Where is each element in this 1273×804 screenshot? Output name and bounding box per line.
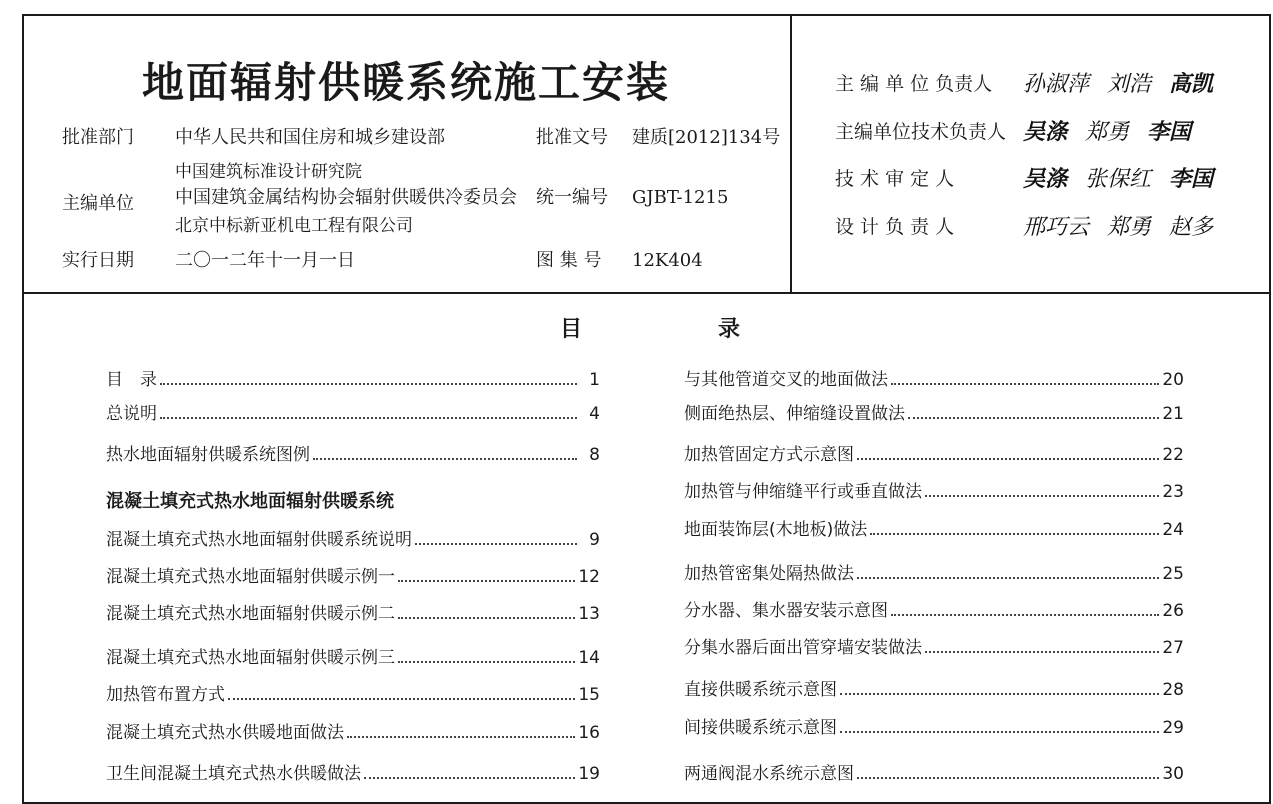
toc-leader-dots [925, 494, 1159, 497]
toc-leader-dots [228, 697, 575, 700]
toc-leader-dots [840, 692, 1159, 695]
toc-leader-dots [364, 776, 575, 779]
toc-page-number: 21 [1162, 404, 1184, 424]
header-divider-vertical [790, 14, 792, 293]
approval-doc-label: 批准文号 [536, 127, 608, 148]
toc-page-number: 28 [1162, 680, 1184, 700]
toc-leader-dots [415, 542, 577, 545]
handwritten-signature: 郑勇 [1085, 119, 1130, 145]
handwritten-signature: 李国 [1169, 165, 1214, 192]
toc-page-number: 27 [1162, 638, 1184, 658]
toc-entry-label: 直接供暖系统示意图 [684, 680, 837, 700]
date-value: 二〇一二年十一月一日 [175, 250, 355, 271]
toc-entry[interactable] [106, 522, 600, 550]
editor-line-1: 中国建筑标准设计研究院 [175, 162, 362, 182]
atlas-title: 地面辐射供暖系统施工安装 [141, 58, 670, 107]
toc-section-heading: 混凝土填充式热水地面辐射供暖系统 [106, 491, 394, 512]
signature-role-label: 主编单位技术负责人 [835, 120, 1007, 143]
handwritten-signature: 吴涤 [1023, 118, 1068, 145]
toc-leader-dots [857, 457, 1159, 460]
atlas-no-value: 12K404 [632, 250, 703, 271]
toc-entry-label: 热水地面辐射供暖系统图例 [106, 445, 310, 465]
toc-entry[interactable] [106, 396, 600, 424]
editor-label: 主编单位 [62, 193, 134, 214]
handwritten-signature: 李国 [1147, 118, 1192, 145]
handwritten-signature: 张保红 [1085, 166, 1152, 192]
handwritten-signature: 邢巧云 [1023, 214, 1090, 240]
toc-entry-label: 分水器、集水器安装示意图 [684, 601, 888, 621]
signature-row [835, 205, 1231, 245]
signature-row [835, 62, 1231, 102]
toc-entry-label: 卫生间混凝土填充式热水供暖做法 [106, 764, 361, 784]
editor-line-3: 北京中标新亚机电工程有限公司 [175, 216, 413, 236]
toc-page-number: 24 [1162, 520, 1184, 540]
toc-page-number: 25 [1162, 564, 1184, 584]
toc-leader-dots [891, 613, 1159, 616]
toc-entry[interactable] [684, 756, 1184, 784]
toc-entry-label: 加热管固定方式示意图 [684, 445, 854, 465]
toc-leader-dots [160, 382, 577, 385]
toc-leader-dots [160, 416, 577, 419]
toc-entry[interactable] [684, 630, 1184, 658]
toc-entry-label: 分集水器后面出管穿墙安装做法 [684, 638, 922, 658]
toc-entry-label: 混凝土填充式热水供暖地面做法 [106, 723, 344, 743]
toc-title-right: 录 [717, 316, 740, 342]
toc-leader-dots [857, 776, 1159, 779]
handwritten-signature: 郑勇 [1107, 214, 1152, 240]
toc-page-number: 19 [578, 764, 600, 784]
toc-entry[interactable] [684, 437, 1184, 465]
toc-entry-label: 总说明 [106, 404, 157, 424]
toc-page-number: 12 [578, 567, 600, 587]
approval-doc-value: 建质[2012]134号 [632, 127, 781, 148]
handwritten-signature: 孙淑萍 [1023, 71, 1090, 97]
toc-entry-label: 目 录 [106, 370, 157, 390]
toc-page-number: 16 [578, 723, 600, 743]
toc-page-number: 30 [1162, 764, 1184, 784]
toc-entry-label: 地面装饰层(木地板)做法 [684, 520, 868, 540]
toc-entry[interactable] [684, 593, 1184, 621]
toc-leader-dots [870, 532, 1159, 535]
toc-entry-label: 加热管布置方式 [106, 685, 225, 705]
toc-entry-label: 混凝土填充式热水地面辐射供暖示例一 [106, 567, 395, 587]
toc-leader-dots [313, 457, 577, 460]
toc-entry-label: 加热管密集处隔热做法 [684, 564, 854, 584]
toc-entry[interactable] [106, 715, 600, 743]
toc-entry[interactable] [106, 677, 600, 705]
handwritten-signature: 刘浩 [1107, 71, 1152, 97]
atlas-no-label: 图 集 号 [536, 250, 602, 271]
toc-entry[interactable] [106, 362, 600, 390]
toc-entry[interactable] [106, 640, 600, 668]
signature-role-label: 设 计 负 责 人 [835, 215, 955, 238]
toc-entry[interactable] [684, 512, 1184, 540]
toc-page-number: 20 [1162, 370, 1184, 390]
approval-dept-value: 中华人民共和国住房和城乡建设部 [175, 127, 445, 148]
toc-entry[interactable] [106, 437, 600, 465]
toc-leader-dots [891, 382, 1159, 385]
toc-entry-label: 混凝土填充式热水地面辐射供暖示例三 [106, 648, 395, 668]
handwritten-signature: 高凯 [1169, 70, 1214, 97]
toc-page-number: 9 [589, 530, 600, 550]
toc-entry[interactable] [684, 362, 1184, 390]
date-label: 实行日期 [62, 250, 134, 271]
toc-title-left: 目 [560, 316, 583, 342]
toc-entry-label: 与其他管道交叉的地面做法 [684, 370, 888, 390]
toc-entry[interactable] [684, 710, 1184, 738]
toc-entry[interactable] [106, 559, 600, 587]
toc-entry[interactable] [106, 596, 600, 624]
toc-page-number: 15 [578, 685, 600, 705]
signature-row [835, 110, 1209, 150]
toc-page-number: 13 [578, 604, 600, 624]
toc-leader-dots [398, 660, 575, 663]
toc-leader-dots [857, 576, 1159, 579]
editor-line-2: 中国建筑金属结构协会辐射供暖供冷委员会 [175, 187, 517, 208]
toc-entry-label: 侧面绝热层、伸缩缝设置做法 [684, 404, 905, 424]
toc-page-number: 1 [589, 370, 600, 390]
toc-title [560, 312, 740, 343]
approval-dept-label: 批准部门 [62, 127, 134, 148]
toc-leader-dots [347, 735, 575, 738]
toc-entry[interactable] [684, 396, 1184, 424]
toc-entry-label: 两通阀混水系统示意图 [684, 764, 854, 784]
toc-entry[interactable] [684, 474, 1184, 502]
toc-entry-label: 混凝土填充式热水地面辐射供暖示例二 [106, 604, 395, 624]
toc-page-number: 4 [589, 404, 600, 424]
toc-entry-label: 加热管与伸缩缝平行或垂直做法 [684, 482, 922, 502]
toc-page-number: 26 [1162, 601, 1184, 621]
toc-entry[interactable] [684, 556, 1184, 584]
toc-leader-dots [908, 416, 1159, 419]
toc-entry-label: 间接供暖系统示意图 [684, 718, 837, 738]
toc-page-number: 22 [1162, 445, 1184, 465]
signature-role-label: 主 编 单 位 负责人 [835, 72, 993, 95]
toc-leader-dots [398, 579, 575, 582]
toc-page-number: 29 [1162, 718, 1184, 738]
toc-leader-dots [398, 616, 575, 619]
toc-entry[interactable] [684, 672, 1184, 700]
toc-entry[interactable] [106, 756, 600, 784]
toc-page-number: 23 [1162, 482, 1184, 502]
signature-row [835, 157, 1231, 197]
toc-page-number: 8 [589, 445, 600, 465]
unified-no-label: 统一编号 [536, 187, 608, 208]
header-divider-horizontal [22, 292, 1271, 294]
handwritten-signature: 吴涤 [1023, 165, 1068, 192]
handwritten-signature: 赵多 [1169, 214, 1214, 240]
toc-leader-dots [925, 650, 1159, 653]
unified-no-value: GJBT-1215 [632, 187, 729, 208]
toc-leader-dots [840, 730, 1159, 733]
signature-role-label: 技 术 审 定 人 [835, 167, 955, 190]
toc-page-number: 14 [578, 648, 600, 668]
toc-entry-label: 混凝土填充式热水地面辐射供暖系统说明 [106, 530, 412, 550]
